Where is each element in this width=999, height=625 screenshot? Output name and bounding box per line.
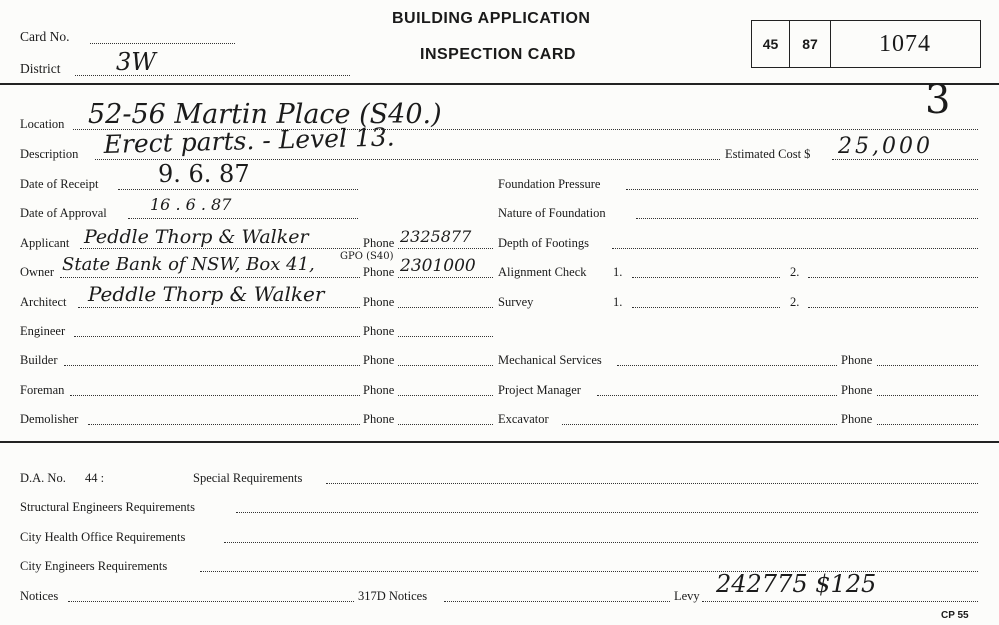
nature-foundation-label: Nature of Foundation — [498, 206, 606, 220]
location-label: Location — [20, 117, 65, 131]
applicant-phone-field[interactable] — [398, 248, 493, 249]
alignment-item-1: 1. — [613, 265, 623, 279]
engineer-phone-label: Phone — [363, 324, 395, 338]
builder-field[interactable] — [64, 365, 360, 366]
card-no-field[interactable] — [90, 43, 235, 44]
notices-label: Notices — [20, 589, 59, 603]
foreman-label: Foreman — [20, 383, 65, 397]
architect-phone-field[interactable] — [398, 307, 493, 308]
alignment-1-field[interactable] — [632, 277, 780, 278]
alignment-2-field[interactable] — [808, 277, 978, 278]
date-approval-field[interactable] — [128, 218, 358, 219]
survey-item-1: 1. — [613, 295, 623, 309]
levy-value: 242775 $125 — [716, 570, 877, 598]
project-manager-phone-label: Phone — [841, 383, 873, 397]
section-divider — [0, 441, 999, 443]
survey-item-2: 2. — [790, 295, 800, 309]
applicant-value: Peddle Thorp & Walker — [84, 226, 309, 248]
engineer-phone-field[interactable] — [398, 336, 493, 337]
margin-note: 3 — [925, 77, 951, 123]
survey-2-field[interactable] — [808, 307, 978, 308]
architect-field[interactable] — [78, 307, 360, 308]
owner-label: Owner — [20, 265, 55, 279]
owner-phone-value: 2301000 — [400, 256, 476, 276]
special-requirements-label: Special Requirements — [193, 471, 303, 485]
district-value: 3W — [116, 48, 156, 76]
date-receipt-value: 9. 6. 87 — [158, 160, 250, 188]
date-approval-value: 16 . 6 . 87 — [150, 195, 232, 214]
excavator-label: Excavator — [498, 412, 549, 426]
health-requirements-field[interactable] — [224, 542, 978, 543]
description-label: Description — [20, 147, 79, 161]
district-label: District — [20, 61, 61, 76]
excavator-field[interactable] — [562, 424, 837, 425]
mechanical-phone-field[interactable] — [877, 365, 978, 366]
builder-phone-field[interactable] — [398, 365, 493, 366]
excavator-phone-field[interactable] — [877, 424, 978, 425]
owner-phone-label: Phone — [363, 265, 395, 279]
demolisher-label: Demolisher — [20, 412, 79, 426]
project-manager-phone-field[interactable] — [877, 395, 978, 396]
form-title-line2: INSPECTION CARD — [420, 46, 576, 63]
foreman-phone-label: Phone — [363, 383, 395, 397]
card-no-label: Card No. — [20, 29, 70, 44]
header-divider — [0, 83, 999, 85]
owner-field[interactable] — [60, 277, 360, 278]
mechanical-phone-label: Phone — [841, 353, 873, 367]
ref-b: 87 — [790, 21, 831, 67]
architect-phone-label: Phone — [363, 295, 395, 309]
applicant-phone-label: Phone — [363, 236, 395, 250]
notices-317d-field[interactable] — [444, 601, 670, 602]
demolisher-phone-label: Phone — [363, 412, 395, 426]
project-manager-field[interactable] — [597, 395, 837, 396]
engineer-field[interactable] — [74, 336, 360, 337]
estimated-cost-label: Estimated Cost $ — [725, 147, 811, 161]
alignment-item-2: 2. — [790, 265, 800, 279]
survey-label: Survey — [498, 295, 534, 309]
owner-note: GPO (S40) — [340, 251, 394, 262]
demolisher-field[interactable] — [88, 424, 360, 425]
applicant-label: Applicant — [20, 236, 70, 250]
excavator-phone-label: Phone — [841, 412, 873, 426]
reference-box — [751, 20, 981, 68]
da-no-label: D.A. No. — [20, 471, 66, 485]
mechanical-field[interactable] — [617, 365, 837, 366]
estimated-cost-value: 25,000 — [838, 134, 933, 159]
notices-field[interactable] — [68, 601, 354, 602]
owner-phone-field[interactable] — [398, 277, 493, 278]
notices-317d-label: 317D Notices — [358, 589, 428, 603]
form-code: CP 55 — [941, 610, 969, 621]
applicant-field[interactable] — [80, 248, 360, 249]
estimated-cost-field[interactable] — [832, 159, 978, 160]
ref-a: 45 — [752, 21, 790, 67]
owner-value: State Bank of NSW, Box 41, — [62, 254, 315, 275]
foreman-field[interactable] — [70, 395, 360, 396]
foundation-pressure-field[interactable] — [626, 189, 978, 190]
survey-1-field[interactable] — [632, 307, 780, 308]
foundation-pressure-label: Foundation Pressure — [498, 177, 601, 191]
description-value: Erect parts. - Level 13. — [103, 122, 395, 159]
structural-requirements-field[interactable] — [236, 512, 978, 513]
date-approval-label: Date of Approval — [20, 206, 107, 220]
engineer-label: Engineer — [20, 324, 66, 338]
architect-label: Architect — [20, 295, 67, 309]
architect-value: Peddle Thorp & Walker — [88, 282, 325, 306]
structural-requirements-label: Structural Engineers Requirements — [20, 500, 195, 514]
card-number: 1074 — [879, 30, 931, 57]
alignment-check-label: Alignment Check — [498, 265, 587, 279]
demolisher-phone-field[interactable] — [398, 424, 493, 425]
foreman-phone-field[interactable] — [398, 395, 493, 396]
applicant-phone-value: 2325877 — [400, 227, 472, 246]
health-requirements-label: City Health Office Requirements — [20, 530, 186, 544]
date-receipt-label: Date of Receipt — [20, 177, 99, 191]
da-no-value: 44 : — [85, 471, 105, 485]
date-receipt-field[interactable] — [118, 189, 358, 190]
builder-label: Builder — [20, 353, 58, 367]
special-requirements-field[interactable] — [326, 483, 978, 484]
form-title-line1: BUILDING APPLICATION — [392, 10, 591, 27]
nature-foundation-field[interactable] — [636, 218, 978, 219]
city-engineers-label: City Engineers Requirements — [20, 559, 168, 573]
depth-footings-label: Depth of Footings — [498, 236, 589, 250]
levy-field[interactable] — [702, 601, 978, 602]
levy-label: Levy — [674, 589, 700, 603]
project-manager-label: Project Manager — [498, 383, 581, 397]
depth-footings-field[interactable] — [612, 248, 978, 249]
builder-phone-label: Phone — [363, 353, 395, 367]
mechanical-label: Mechanical Services — [498, 353, 602, 367]
location-value: 52-56 Martin Place (S40.) — [88, 99, 442, 130]
